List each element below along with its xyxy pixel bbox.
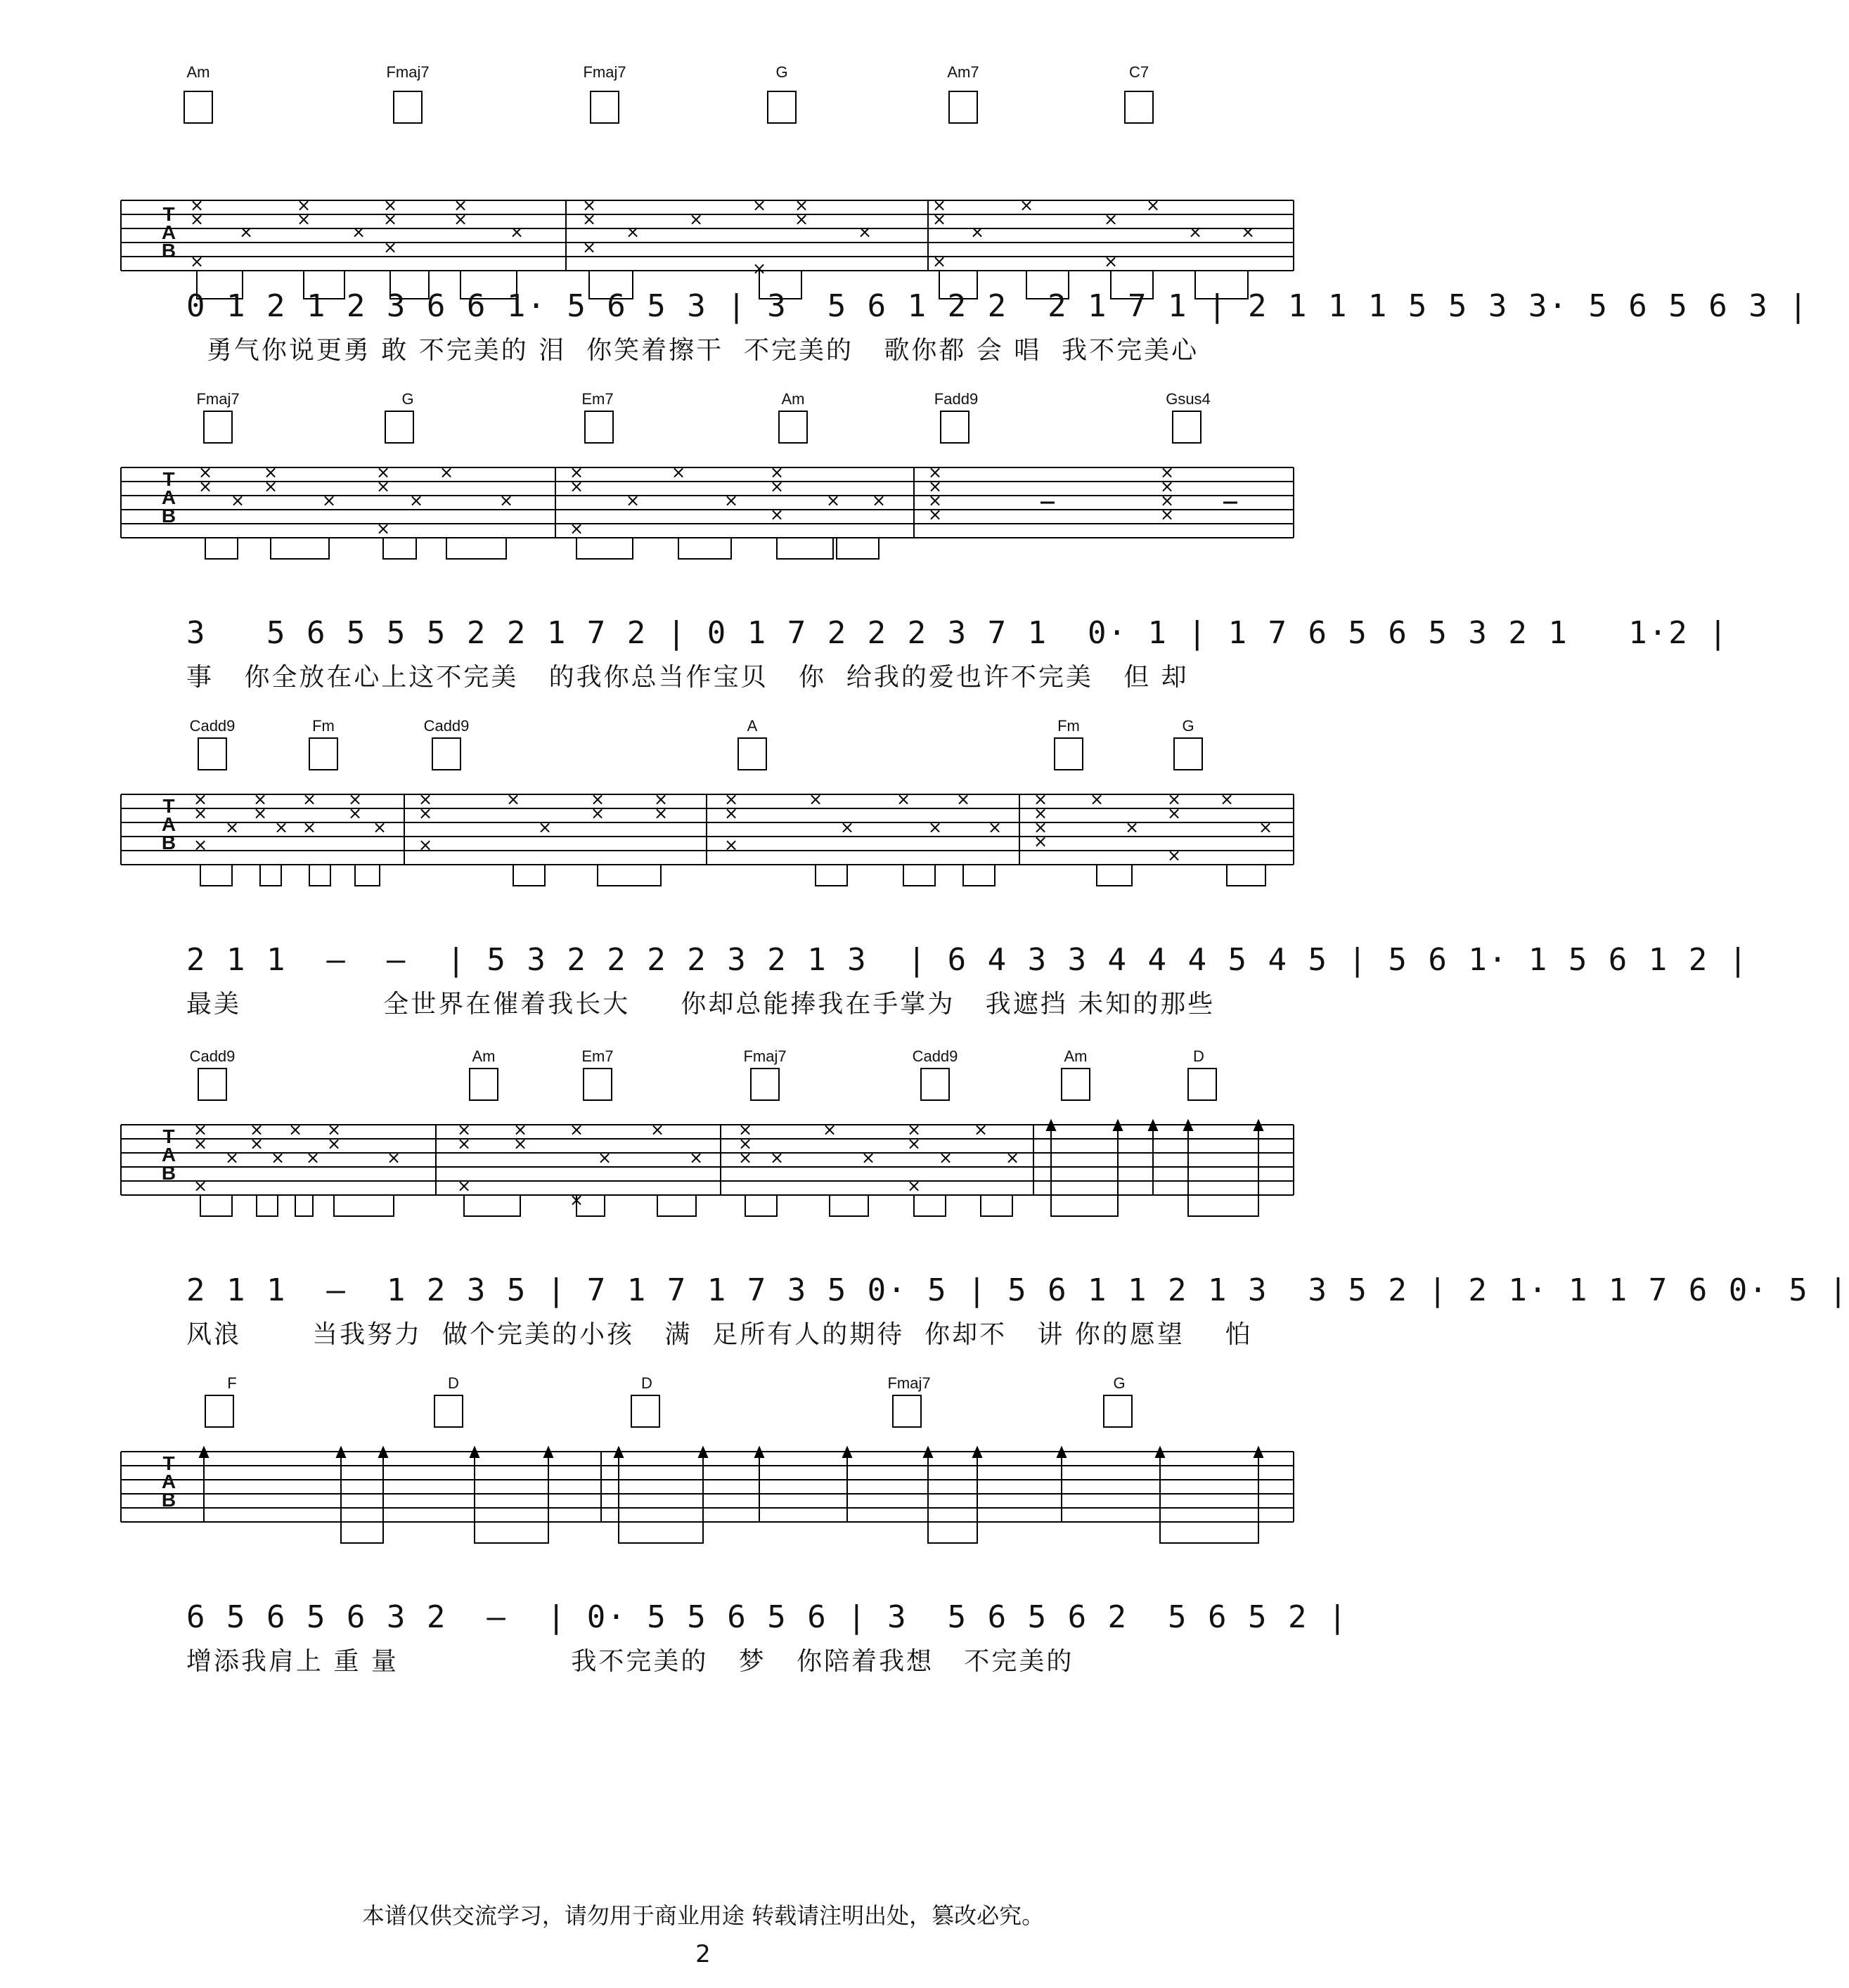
chord-name: Am [186, 63, 210, 81]
svg-text:×: × [1033, 803, 1048, 823]
lyrics-line: 增添我肩上 重 量 我不完美的 梦 你陪着我想 不完美的 [186, 1647, 1074, 1676]
svg-text:×: × [288, 1120, 303, 1140]
svg-text:×: × [456, 1134, 472, 1154]
svg-text:×: × [581, 195, 597, 215]
svg-text:×: × [857, 222, 872, 242]
lyrics-line: 勇气你说更勇 敢 不完美的 泪 你笑着擦干 不完美的 歌你都 会 唱 我不完美心 [186, 336, 1199, 365]
lyrics-line: 风浪 当我努力 做个完美的小孩 满 足所有人的期待 你却不 讲 你的愿望 怕 [186, 1320, 1253, 1349]
svg-text:×: × [189, 209, 205, 229]
svg-text:×: × [1159, 463, 1175, 482]
chord-diagrams-5 [205, 1395, 1132, 1427]
svg-text:×: × [505, 789, 521, 809]
numbered-notation: 3 5 6 5 5 5 2 2 1 7 2 | 0 1 7 2 2 2 3 7 1 0· 1 | 1 7 6 5 6 5 3 2 1 1·2 | [186, 615, 1729, 651]
svg-text:×: × [1258, 818, 1273, 837]
svg-text:×: × [224, 818, 240, 837]
svg-text:×: × [723, 835, 739, 855]
svg-text:×: × [1159, 477, 1175, 496]
system-5 [0, 1374, 1406, 1677]
numbered-notation: 2 1 1 — — | 5 3 2 2 2 2 3 2 1 3 | 6 4 3 3 4 4 4 5 4 5 | 5 6 1· 1 5 6 1 2 | [186, 942, 1749, 978]
svg-text:×: × [794, 195, 809, 215]
svg-text:×: × [252, 803, 268, 823]
svg-text:×: × [386, 1148, 401, 1168]
svg-text:×: × [382, 195, 398, 215]
svg-text:×: × [418, 789, 433, 809]
svg-text:×: × [969, 222, 985, 242]
chord-name: F [227, 1374, 237, 1392]
chord-diagrams-2 [204, 411, 1201, 443]
chord-name: Fmaj7 [196, 390, 240, 408]
svg-text:×: × [688, 209, 704, 229]
svg-text:×: × [270, 1148, 285, 1168]
system-1 [0, 63, 1809, 365]
tab-staff-3 [0, 717, 1406, 900]
chord-name: Cadd9 [423, 717, 470, 735]
svg-text:×: × [590, 803, 605, 823]
svg-text:×: × [230, 491, 245, 510]
svg-text:×: × [737, 1148, 753, 1168]
svg-text:×: × [927, 463, 943, 482]
svg-text:×: × [509, 222, 524, 242]
svg-text:×: × [453, 209, 468, 229]
svg-text:×: × [382, 238, 398, 257]
svg-text:×: × [1103, 252, 1119, 271]
chord-diagrams-3 [198, 738, 1202, 770]
svg-text:×: × [252, 789, 268, 809]
svg-text:×: × [569, 1190, 584, 1210]
chord-name: Fmaj7 [743, 1047, 787, 1065]
chord-name: Cadd9 [189, 1047, 236, 1065]
tab-clef: T A B [161, 1125, 176, 1184]
svg-text:×: × [932, 195, 947, 215]
chord-name: G [1113, 1374, 1126, 1392]
numbered-notation: 2 1 1 — 1 2 3 5 | 7 1 7 1 7 3 5 0· 5 | 5 6 1 1 2 1 3 3 5 2 | 2 1· 1 1 7 6 0· 5 | [186, 1272, 1849, 1308]
svg-text:×: × [822, 1120, 837, 1140]
svg-text:×: × [302, 789, 317, 809]
svg-text:×: × [581, 209, 597, 229]
svg-text:×: × [249, 1120, 264, 1140]
svg-text:×: × [1166, 846, 1182, 865]
svg-text:×: × [808, 789, 823, 809]
svg-text:×: × [1089, 789, 1104, 809]
svg-text:×: × [198, 477, 213, 496]
chord-name: C7 [1128, 63, 1149, 81]
svg-text:×: × [439, 463, 454, 482]
svg-text:×: × [871, 491, 887, 510]
svg-text:×: × [932, 209, 947, 229]
chord-name: Fmaj7 [887, 1374, 931, 1392]
tab-clef: T A B [161, 203, 176, 262]
chord-name: D [641, 1374, 652, 1392]
svg-text:×: × [375, 463, 391, 482]
svg-text:×: × [263, 463, 278, 482]
svg-text:×: × [1187, 222, 1203, 242]
svg-text:×: × [513, 1134, 528, 1154]
svg-text:×: × [581, 238, 597, 257]
chord-name: Fadd9 [934, 390, 979, 408]
chord-name: G [401, 390, 414, 408]
chord-diagrams-4 [198, 1069, 1216, 1100]
svg-text:×: × [590, 789, 605, 809]
svg-text:×: × [973, 1120, 988, 1140]
tab-staff-4 [0, 1047, 1406, 1230]
svg-text:×: × [723, 491, 739, 510]
svg-text:×: × [569, 1120, 584, 1140]
svg-text:×: × [769, 463, 785, 482]
chord-name: Em7 [581, 1047, 614, 1065]
svg-text:×: × [408, 491, 424, 510]
svg-text:×: × [189, 252, 205, 271]
svg-text:×: × [296, 209, 311, 229]
lyrics-line: 最美 全世界在催着我长大 你却总能捧我在手掌为 我遮挡 未知的那些 [186, 990, 1216, 1019]
svg-text:×: × [537, 818, 553, 837]
svg-text:×: × [193, 1176, 208, 1196]
svg-text:×: × [193, 1134, 208, 1154]
chord-name: Fmaj7 [386, 63, 430, 81]
chord-name: Fmaj7 [583, 63, 626, 81]
svg-text:×: × [569, 519, 584, 538]
svg-text:×: × [1166, 789, 1182, 809]
svg-text:×: × [625, 222, 640, 242]
svg-text:×: × [193, 1120, 208, 1140]
svg-text:×: × [347, 789, 363, 809]
system-4 [0, 1047, 1849, 1350]
svg-text:×: × [351, 222, 366, 242]
svg-text:×: × [987, 818, 1003, 837]
svg-text:×: × [1159, 491, 1175, 510]
svg-text:×: × [1033, 832, 1048, 851]
chord-name: A [747, 717, 758, 735]
svg-text:×: × [1124, 818, 1140, 837]
svg-text:×: × [321, 491, 337, 510]
copyright-notice: 本谱仅供交流学习，请勿用于商业用途 转载请注明出处，篡改必究。 [361, 1902, 1045, 1929]
chord-name: Cadd9 [189, 717, 236, 735]
svg-text:×: × [193, 835, 208, 855]
svg-text:×: × [737, 1134, 753, 1154]
svg-text:×: × [1159, 505, 1175, 524]
chord-name: Am7 [947, 63, 979, 81]
chord-diagrams-1 [184, 91, 1153, 123]
svg-text:×: × [927, 477, 943, 496]
svg-text:×: × [1219, 789, 1235, 809]
svg-text:×: × [769, 477, 785, 496]
svg-text:×: × [273, 818, 289, 837]
svg-text:×: × [1240, 222, 1256, 242]
svg-text:×: × [224, 1148, 240, 1168]
svg-text:×: × [193, 803, 208, 823]
svg-text:×: × [198, 463, 213, 482]
svg-text:×: × [938, 1148, 953, 1168]
svg-text:×: × [375, 519, 391, 538]
svg-text:×: × [1005, 1148, 1020, 1168]
chord-name: G [775, 63, 788, 81]
chord-name: G [1182, 717, 1194, 735]
svg-text:×: × [375, 477, 391, 496]
svg-text:×: × [382, 209, 398, 229]
svg-text:×: × [906, 1176, 922, 1196]
svg-text:×: × [302, 818, 317, 837]
svg-text:×: × [296, 195, 311, 215]
chord-name: Em7 [581, 390, 614, 408]
svg-text:×: × [955, 789, 971, 809]
svg-text:×: × [418, 835, 433, 855]
svg-text:×: × [1019, 195, 1034, 215]
chord-name: Fm [1057, 717, 1080, 735]
svg-text:×: × [326, 1134, 342, 1154]
svg-text:×: × [418, 803, 433, 823]
svg-text:×: × [372, 818, 387, 837]
svg-text:×: × [249, 1134, 264, 1154]
page-number: 2 [695, 1940, 711, 1968]
chord-name: Am [781, 390, 805, 408]
svg-text:×: × [752, 259, 767, 278]
system-3 [0, 717, 1749, 1019]
numbered-notation: 6 5 6 5 6 3 2 — | 0· 5 5 6 5 6 | 3 5 6 5 6 2 5 6 5 2 | [186, 1599, 1348, 1635]
tab-clef: T A B [161, 795, 176, 853]
chord-name: Gsus4 [1166, 390, 1211, 408]
lyrics-line: 事 你全放在心上这不完美 的我你总当作宝贝 你 给我的爱也许不完美 但 却 [186, 663, 1189, 692]
svg-text:×: × [326, 1120, 342, 1140]
svg-text:×: × [906, 1120, 922, 1140]
svg-text:×: × [752, 195, 767, 215]
svg-text:×: × [1166, 803, 1182, 823]
svg-text:×: × [569, 477, 584, 496]
tab-staff-5 [0, 1374, 1406, 1557]
svg-text:×: × [906, 1134, 922, 1154]
svg-text:×: × [498, 491, 514, 510]
chord-name: D [1193, 1047, 1204, 1065]
svg-text:×: × [597, 1148, 612, 1168]
svg-text:×: × [769, 505, 785, 524]
svg-text:×: × [769, 1148, 785, 1168]
svg-text:×: × [263, 477, 278, 496]
svg-text:×: × [653, 803, 669, 823]
svg-text:×: × [453, 195, 468, 215]
svg-text:×: × [839, 818, 855, 837]
svg-text:×: × [723, 803, 739, 823]
svg-text:×: × [1145, 195, 1161, 215]
svg-text:×: × [238, 222, 254, 242]
svg-text:×: × [456, 1176, 472, 1196]
tab-clef: T A B [161, 1452, 176, 1511]
chord-name: Am [1064, 1047, 1088, 1065]
tab-clef: T A B [161, 468, 176, 527]
svg-text:×: × [1103, 209, 1119, 229]
svg-text:×: × [347, 803, 363, 823]
svg-text:×: × [794, 209, 809, 229]
svg-text:×: × [861, 1148, 876, 1168]
svg-text:×: × [653, 789, 669, 809]
svg-text:×: × [723, 789, 739, 809]
svg-text:×: × [932, 252, 947, 271]
svg-text:×: × [688, 1148, 704, 1168]
svg-text:×: × [625, 491, 640, 510]
svg-text:×: × [927, 818, 943, 837]
svg-text:×: × [569, 463, 584, 482]
svg-text:×: × [737, 1120, 753, 1140]
numbered-notation: 0 1 2 1 2 3 6 6 1· 5 6 5 3 | 3 5 6 1 2 2 2 1 7 1 | 2 1 1 1 5 5 3 3· 5 6 5 6 3 | [186, 288, 1809, 324]
system-2 [0, 390, 1729, 692]
svg-text:×: × [193, 789, 208, 809]
chord-name: Am [472, 1047, 496, 1065]
svg-text:×: × [189, 195, 205, 215]
svg-text:×: × [513, 1120, 528, 1140]
svg-text:×: × [825, 491, 841, 510]
tab-staff-2 [0, 390, 1406, 573]
svg-text:×: × [650, 1120, 665, 1140]
svg-text:×: × [305, 1148, 321, 1168]
tab-staff-1 [0, 63, 1406, 278]
svg-text:×: × [927, 505, 943, 524]
svg-text:×: × [1033, 818, 1048, 837]
svg-text:×: × [896, 789, 911, 809]
chord-name: Fm [312, 717, 335, 735]
svg-text:×: × [671, 463, 686, 482]
svg-text:×: × [927, 491, 943, 510]
svg-text:×: × [456, 1120, 472, 1140]
chord-name: Cadd9 [912, 1047, 958, 1065]
svg-text:×: × [1033, 789, 1048, 809]
chord-name: D [448, 1374, 459, 1392]
